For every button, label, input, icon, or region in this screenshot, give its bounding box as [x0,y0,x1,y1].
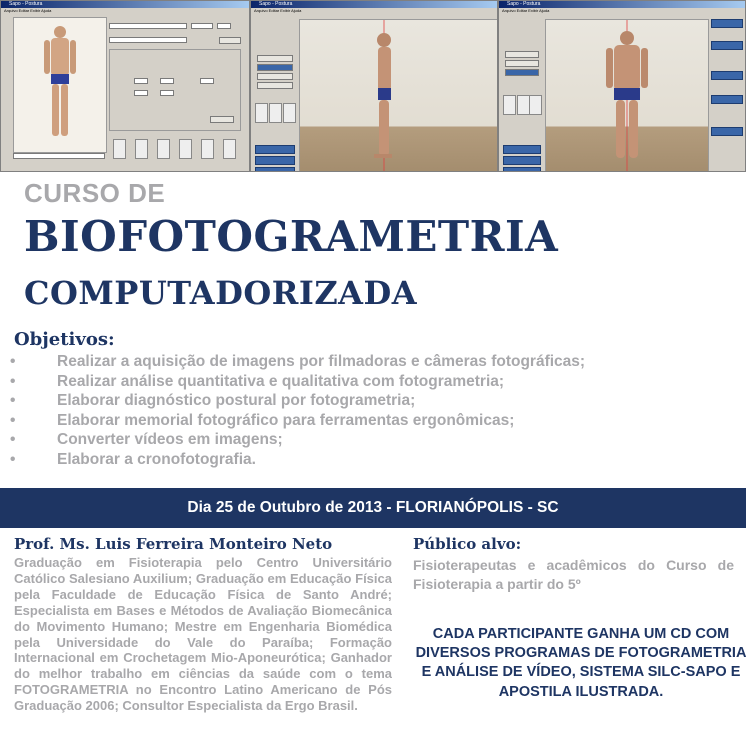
course-title-line2: COMPUTADORIZADA [24,274,418,312]
tool-button [257,55,293,62]
thumbnail [255,103,268,123]
action-button [711,41,743,50]
objectives-title: Objetivos: [14,329,115,350]
thumbnail [179,139,192,159]
screenshot-window-1 [0,0,250,172]
action-button [711,71,743,80]
patient-figure [300,20,498,172]
audience-text: Fisioterapeutas e acadêmicos do Curso de Fisioterapia a partir do 5º [413,557,734,592]
tool-button [257,82,293,89]
right-tool-panel [709,15,745,171]
cd-offer-text: CADA PARTICIPANTE GANHA UM CD COM DIVERSOS PROGRAMAS DE FOTOGRAMETRIA E ANÁLISE DE VÍDEO, SISTEMA SILC-SAPO E APOSTILA ILUSTRADA. [415,626,746,700]
bullet: • [10,431,16,449]
tool-button [257,73,293,80]
objective-text: Realizar a aquisição de imagens por filmadoras e câmeras fotográficas; [57,353,586,370]
measure-field-2 [160,78,174,84]
objective-text: Elaborar memorial fotográfico para ferramentas ergonômicas; [57,411,515,429]
action-button [255,145,295,154]
bullet: • [10,372,16,390]
window-title: Sapo - Postura [9,1,43,7]
instructor-bio: Graduação em Fisioterapia pelo Centro Universitário Católico Salesiano Auxilium; Graduação em Educação Física pela Faculdade de Educação Física de Santo André; Especialista em Bases e Métodos de Avaliação Biomecânica do Movimento Humano; Mestre em Engenharia Biomédica pela Universidade do Vale do Paraíba; Formação Internacional em Crochetagem Mio-Aponeurótica; Ganhador do melhor trabalho em ciências da saúde com o tema FOTOGRAMETRIA no Encontro Latino Americano de Pós Graduação 2006; Consultor Especialista da Ergo Brasil. [14,555,392,714]
thumbnail [503,95,516,115]
software-screenshots-strip [0,0,746,172]
thumbnail [269,103,282,123]
measure-field-5 [160,90,174,96]
action-button [711,19,743,28]
patient-photo-front [13,17,107,153]
objective-text: Elaborar a cronofotografia. [57,450,256,468]
photo-caption-field [13,153,105,159]
tool-button [505,51,539,58]
select-button [219,37,241,44]
thumbnail [201,139,214,159]
window-title-bar [1,1,249,8]
action-button [255,156,295,165]
date-banner [0,488,746,528]
thumbnail [529,95,542,115]
patient-photo-back [545,19,709,172]
window-title: Sapo - Postura [507,1,541,7]
window-title-bar [251,1,497,8]
window-title: Sapo - Postura [259,1,293,7]
apply-button [210,116,234,123]
tool-panel [501,15,543,171]
objective-text: Elaborar diagnóstico postural por fotogrametria; [57,392,416,410]
bullet: • [10,353,16,370]
thumbnail [223,139,236,159]
sex-field [191,23,213,29]
instructor-name: Prof. Ms. Luis Ferreira Monteiro Neto [14,535,333,553]
window-menu: Arquivo Editar Exibir Ajuda [251,8,497,14]
tool-button-selected [505,69,539,76]
course-title-line1: BIOFOTOGRAMETRIA [24,212,559,261]
objective-text: Realizar análise quantitativa e qualitativa com fotogrametria; [57,372,505,390]
action-button [503,156,541,165]
patient-photo-side [299,19,498,172]
thumbnail [113,139,126,159]
bullet: • [10,392,16,410]
screenshot-window-2 [250,0,498,172]
tool-button-selected [257,64,293,71]
window-title-bar [499,1,745,8]
audience-title: Público alvo: [413,535,522,553]
tool-button [505,60,539,67]
action-button [711,95,743,104]
course-prefix: CURSO DE [24,178,166,208]
window-menu: Arquivo Editar Exibir Ajuda [499,8,745,14]
patient-figure [546,20,708,172]
tool-panel [253,15,297,171]
measure-field-1 [134,78,148,84]
date-location-text: Dia 25 de Outubro de 2013 - FLORIANÓPOLIS - SC [187,499,559,516]
action-button [255,167,295,172]
measure-panel [109,49,241,131]
objective-text: Converter vídeos em imagens; [57,431,283,449]
action-button [503,145,541,154]
thumbnail [157,139,170,159]
bullet: • [10,411,16,429]
thumbnail [135,139,148,159]
age-field [217,23,231,29]
action-button [503,167,541,172]
thumbnail [283,103,296,123]
action-button [711,127,743,136]
bullet: • [10,450,16,468]
screenshot-window-3 [498,0,746,172]
patient-figure [14,18,106,152]
measure-field-4 [134,90,148,96]
window-menu: Arquivo Editar Exibir Ajuda [1,8,249,14]
evaluator-field [109,37,187,43]
measure-field-3 [200,78,214,84]
name-field [109,23,187,29]
